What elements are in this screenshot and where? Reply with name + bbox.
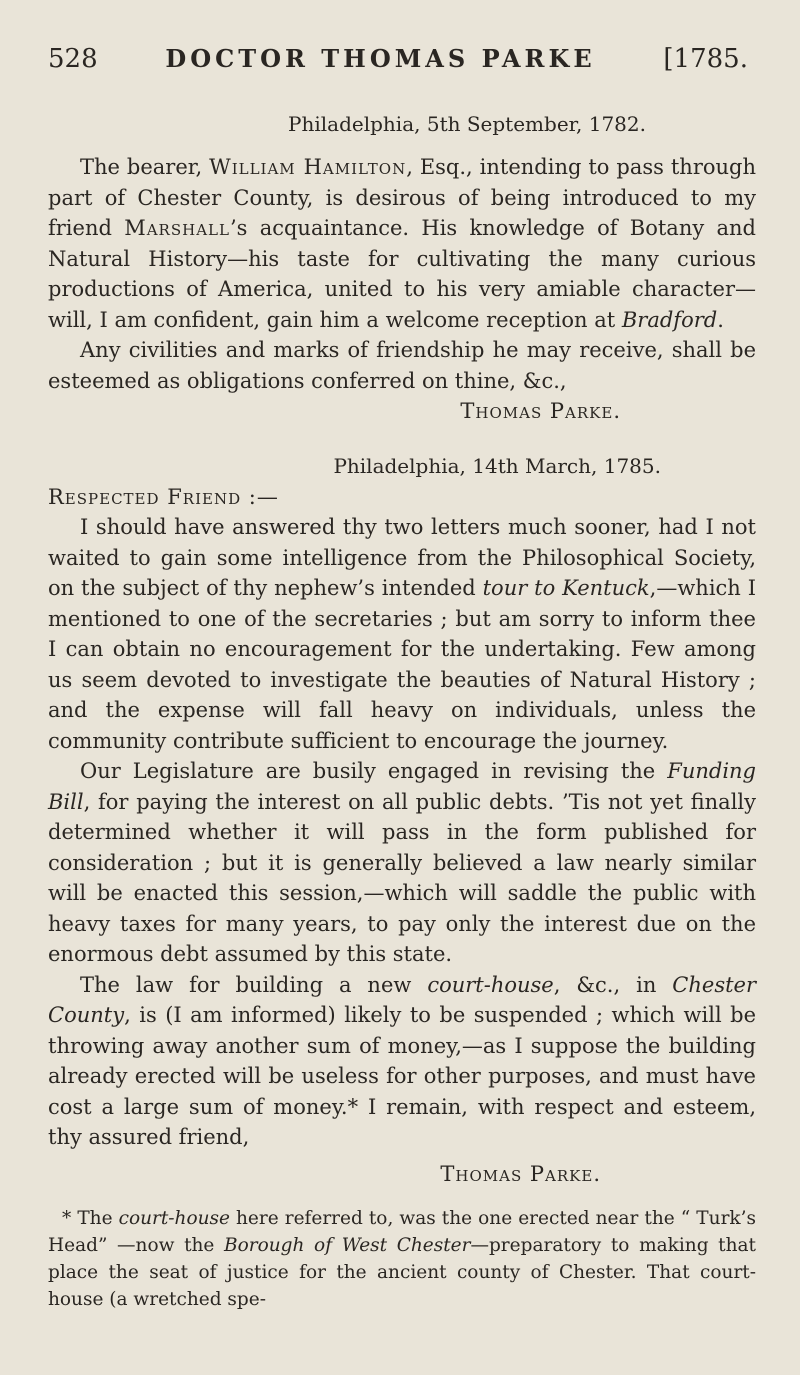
letter-1-signature: Thomas Parke. (460, 399, 621, 423)
letter-2-salutation: Respected Friend :— (48, 485, 279, 509)
letter-1 (48, 112, 756, 426)
footnote: * The court-house here referred to, was the one erected near the “ Turk’s Head” —now the Borough of West Chester—preparatory to making that place the seat of justice for the ancient county of Chester. That court-house (a wretched spe- (48, 1207, 756, 1310)
letter-2-paragraph-2: Our Legislature are busily engaged in revising the Funding Bill, for paying the interest on all public debts. ’Tis not yet finally determined whether it will pass in the form published for consideration ; but it is generally believed a law nearly similar will be enacted this session,—which will saddle the public with heavy taxes for many years, to pay only the interest due on the enormous debt assumed by this state. (48, 759, 756, 966)
letter-1-date: Philadelphia, 5th September, 1782. (288, 112, 646, 136)
running-title: DOCTOR THOMAS PARKE (165, 44, 596, 73)
letter-2-date: Philadelphia, 14th March, 1785. (333, 454, 661, 478)
running-year: [1785. (663, 44, 748, 74)
letter-1-paragraph-1: The bearer, William Hamilton, Esq., intending to pass through part of Chester County, is desirous of being introduced to my friend Marshall’s acquaintance. His knowledge of Botany and Natural History—his taste for cultivating the many curious productions of America, united to his very amiable character—will, I am confident, gain him a welcome reception at Bradford. (48, 155, 756, 332)
letter-1-paragraph-2: Any civilities and marks of friendship he may receive, shall be esteemed as obligations conferred on thine, &c., (48, 338, 756, 393)
letter-2-paragraph-1: I should have answered thy two letters much sooner, had I not waited to gain some intelligence from the Philosophical Society, on the subject of thy nephew’s intended tour to Kentuck,—which I mentioned to one of the secretaries ; but am sorry to inform thee I can obtain no encouragement for the undertaking. Few among us seem devoted to investigate the beauties of Natural History ; and the expense will fall heavy on individuals, unless the community contribute sufficient to encourage the journey. (48, 515, 756, 753)
page-number: 528 (48, 44, 98, 74)
running-header (48, 44, 756, 74)
person-name: William Hamilton (209, 155, 407, 179)
place-name: Bradford (621, 307, 718, 332)
letter-2-paragraph-3: The law for building a new court-house, &c., in Chester County, is (I am informed) likely to be suspended ; which will be throwing away another sum of money,—as I suppose the building already erected will be useless for other purposes, and must have cost a large sum of money.* I remain, with respect and esteem, thy assured friend, (48, 972, 756, 1149)
letter-2-signature: Thomas Parke. (440, 1161, 601, 1186)
letter-2 (48, 454, 756, 1189)
person-name: Marshall (124, 216, 230, 240)
